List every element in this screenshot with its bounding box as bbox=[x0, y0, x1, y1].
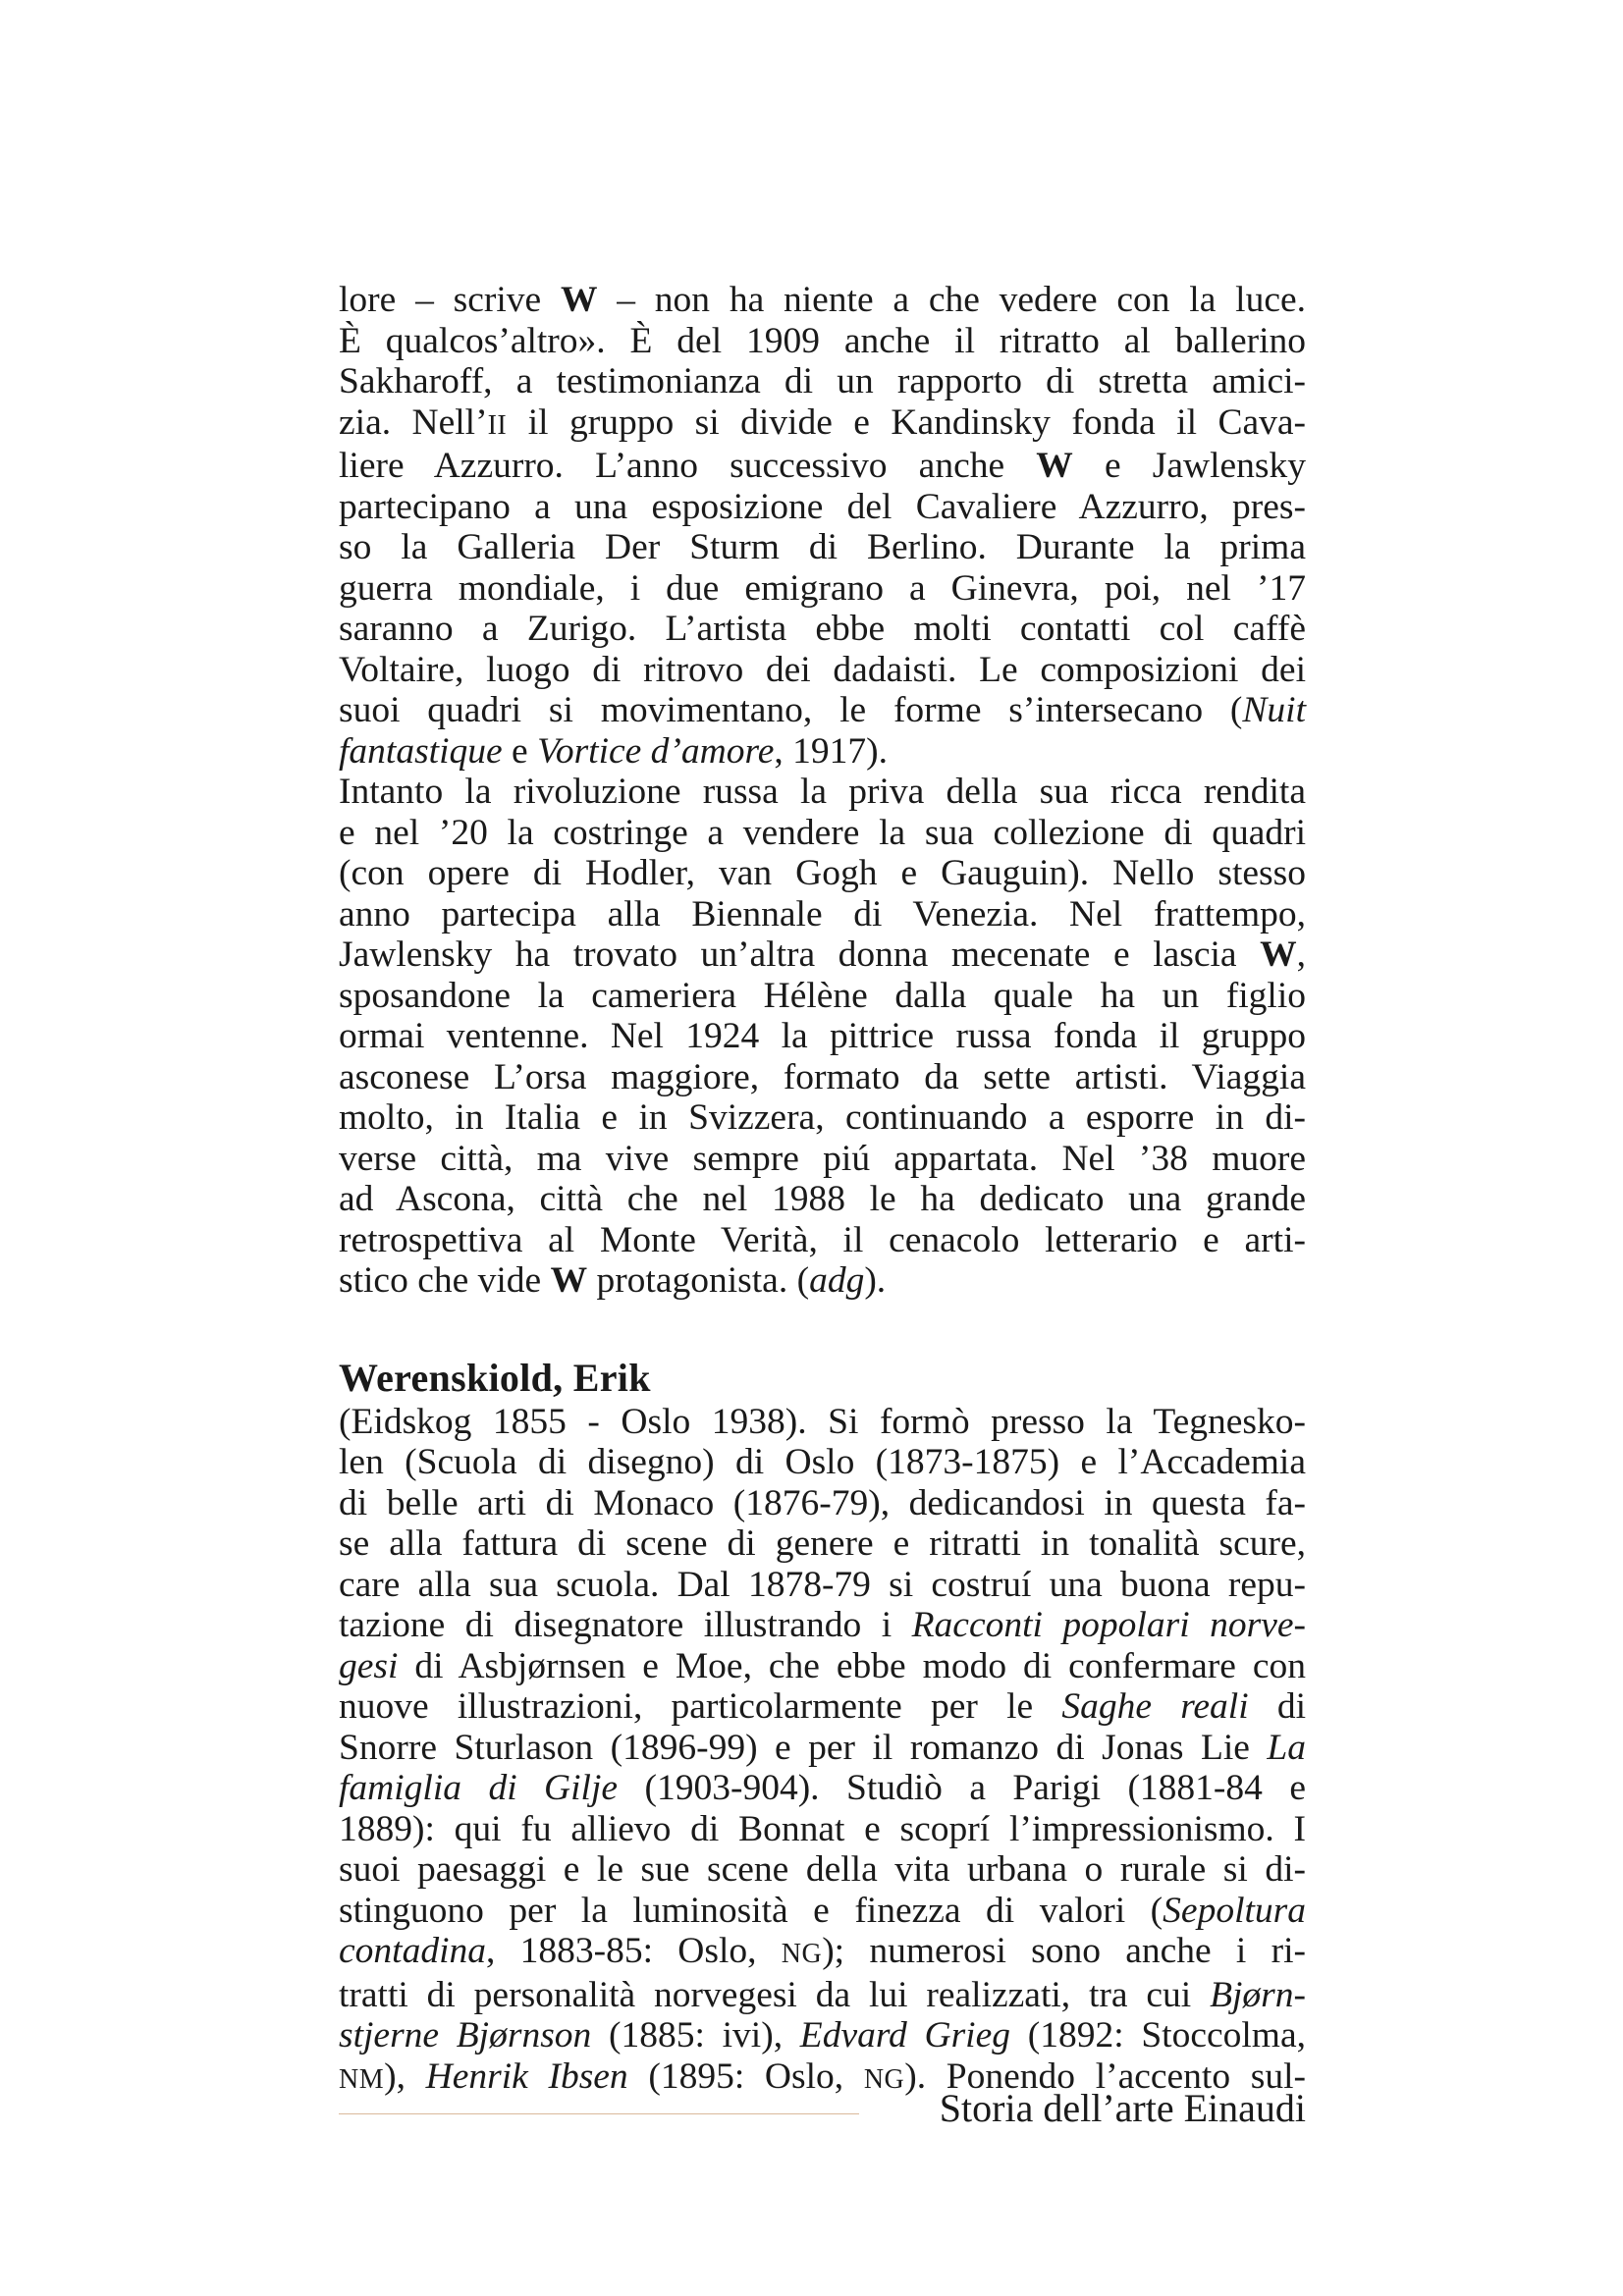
text-run: zia. Nell’ bbox=[339, 401, 488, 443]
text-run: liere Azzurro. L’anno successivo anche bbox=[339, 446, 1037, 486]
text-run: partecipano a una esposizione del Cavaliere Azzurro, pres- bbox=[339, 486, 1306, 527]
continued-entry-line bbox=[339, 934, 1306, 976]
text-run: 1889): qui fu allievo di Bonnat e scoprí l’impressionismo. I bbox=[339, 1808, 1306, 1849]
text-run: protagonista. ( bbox=[587, 1260, 810, 1301]
text-run: suoi paesaggi e le sue scene della vita urbana o rurale si di- bbox=[339, 1849, 1306, 1890]
italic-title: adg bbox=[809, 1260, 865, 1301]
text-run: anno partecipa alla Biennale di Venezia. Nel frattempo, bbox=[339, 893, 1306, 934]
continued-entry-line bbox=[339, 1057, 1306, 1098]
text-run: (1885: ivi), bbox=[591, 2015, 800, 2056]
entry-body-line bbox=[339, 1523, 1306, 1565]
text-run: (1895: Oslo, bbox=[627, 2056, 864, 2097]
continued-entry-line bbox=[339, 568, 1306, 610]
text-run: ); numerosi sono anche i ri- bbox=[822, 1931, 1306, 1971]
continued-entry-line bbox=[339, 527, 1306, 568]
text-run: di belle arti di Monaco (1876-79), dedicandosi in questa fa- bbox=[339, 1482, 1306, 1523]
entry-body-line bbox=[339, 1931, 1306, 1975]
text-run: ad Ascona, città che nel 1988 le ha dedicato una grande bbox=[339, 1179, 1306, 1219]
continued-entry-line bbox=[339, 1016, 1306, 1057]
continued-entry-line bbox=[339, 446, 1306, 487]
entry-body-line bbox=[339, 1686, 1306, 1728]
italic-title: fantastique bbox=[339, 730, 503, 772]
continued-entry-line bbox=[339, 1179, 1306, 1220]
entry-body-line bbox=[339, 1809, 1306, 1850]
text-run: suoi quadri si movimentano, le forme s’intersecano ( bbox=[339, 690, 1243, 730]
bold-abbreviation: W bbox=[550, 1260, 588, 1301]
text-run: ). Ponendo l’accento sul- bbox=[904, 2056, 1307, 2097]
bold-abbreviation: W bbox=[1260, 934, 1297, 975]
text-run: e Jawlensky bbox=[1072, 446, 1306, 486]
continued-entry-line bbox=[339, 976, 1306, 1017]
continued-entry-text bbox=[339, 280, 1306, 1302]
continued-entry-line bbox=[339, 280, 1306, 321]
text-run: (1892: Stoccolma, bbox=[1010, 2015, 1307, 2056]
small-caps-abbreviation: II bbox=[487, 409, 508, 441]
text-run: Snorre Sturlason (1896-99) e per il romanzo di Jonas Lie bbox=[339, 1727, 1268, 1768]
page-footer bbox=[339, 2081, 1306, 2140]
text-run: (con opere di Hodler, van Gogh e Gauguin). Nello stesso bbox=[339, 853, 1306, 893]
text-run: il gruppo si divide e Kandinsky fonda il Cava- bbox=[507, 401, 1306, 443]
text-run: asconese L’orsa maggiore, formato da sette artisti. Viaggia bbox=[339, 1056, 1306, 1097]
text-run: sposandone la cameriera Hélène dalla quale ha un figlio bbox=[339, 975, 1306, 1016]
small-caps-abbreviation: NM bbox=[339, 2063, 385, 2095]
continued-entry-line bbox=[339, 1260, 1306, 1302]
italic-title: famiglia di Gilje bbox=[339, 1768, 619, 1808]
continued-entry-line bbox=[339, 609, 1306, 650]
text-run: stinguono per la luminosità e finezza di valori ( bbox=[339, 1890, 1163, 1931]
text-run: di bbox=[1248, 1686, 1307, 1727]
italic-title: Henrik Ibsen bbox=[425, 2056, 628, 2097]
text-run: lore – scrive bbox=[339, 280, 561, 320]
text-run: so la Galleria Der Sturm di Berlino. Durante la prima bbox=[339, 527, 1306, 567]
entry-body-line bbox=[339, 1483, 1306, 1524]
small-caps-abbreviation: NG bbox=[863, 2063, 905, 2095]
footer-publication-title: Storia dell’arte Einaudi bbox=[939, 2086, 1306, 2130]
continued-entry-line bbox=[339, 402, 1306, 447]
entry-body-line bbox=[339, 1442, 1306, 1483]
entry-title: Werenskiold, Erik bbox=[339, 1355, 651, 1400]
text-run: care alla sua scuola. Dal 1878-79 si costruí una buona repu- bbox=[339, 1564, 1306, 1605]
text-run: , 1883-85: Oslo, bbox=[485, 1931, 782, 1971]
text-run: Sakharoff, a testimonianza di un rapporto di stretta amici- bbox=[339, 361, 1306, 401]
entry-body-line bbox=[339, 1565, 1306, 1606]
continued-entry-line bbox=[339, 1220, 1306, 1261]
italic-title: Bjørn- bbox=[1210, 1974, 1306, 2015]
text-run: nuove illustrazioni, particolarmente per le bbox=[339, 1686, 1062, 1727]
entry-body-line bbox=[339, 1849, 1306, 1891]
italic-title: stjerne Bjørnson bbox=[339, 2015, 592, 2056]
continued-entry-line bbox=[339, 853, 1306, 894]
continued-entry-line bbox=[339, 731, 1306, 773]
text-run: verse città, ma vive sempre piú appartata. Nel ’38 muore bbox=[339, 1138, 1306, 1179]
text-run: Intanto la rivoluzione russa la priva della sua ricca rendita bbox=[339, 772, 1306, 812]
text-run: Jawlensky ha trovato un’altra donna mecenate e lascia bbox=[339, 934, 1261, 975]
bold-abbreviation: W bbox=[1036, 446, 1073, 486]
italic-title: Edvard Grieg bbox=[799, 2015, 1010, 2056]
entry-body-line bbox=[339, 1402, 1306, 1443]
italic-title: Nuit bbox=[1242, 690, 1306, 730]
text-run: ). bbox=[864, 1260, 887, 1301]
text-run: guerra mondiale, i due emigrano a Ginevra, poi, nel ’17 bbox=[339, 567, 1306, 609]
text-run: e bbox=[502, 730, 538, 772]
entry-body-line bbox=[339, 1728, 1306, 1769]
text-run: saranno a Zurigo. L’artista ebbe molti contatti col caffè bbox=[339, 609, 1306, 649]
italic-title: contadina bbox=[339, 1931, 486, 1971]
continued-entry-line bbox=[339, 690, 1306, 731]
text-run: len (Scuola di disegno) di Oslo (1873-1875) e l’Accademia bbox=[339, 1442, 1306, 1482]
text-run: È qualcos’altro». È del 1909 anche il ritratto al ballerino bbox=[339, 320, 1306, 361]
italic-title: Vortice d’amore bbox=[537, 730, 775, 772]
text-run: molto, in Italia e in Svizzera, continuando a esporre in di- bbox=[339, 1097, 1306, 1138]
text-run: ), bbox=[384, 2056, 426, 2097]
text-run: se alla fattura di scene di genere e ritratti in tonalità scure, bbox=[339, 1523, 1306, 1564]
entry-body-text bbox=[339, 1402, 1306, 2101]
italic-title: gesi bbox=[339, 1645, 399, 1686]
italic-title: Sepoltura bbox=[1163, 1890, 1306, 1931]
text-run: – non ha niente a che vedere con la luce. bbox=[597, 280, 1306, 320]
continued-entry-line bbox=[339, 1139, 1306, 1180]
continued-entry-line bbox=[339, 894, 1306, 935]
page-body bbox=[339, 280, 1306, 2100]
continued-entry-line bbox=[339, 321, 1306, 362]
bold-abbreviation: W bbox=[560, 280, 598, 320]
entry-body-line bbox=[339, 1768, 1306, 1809]
text-run: di Asbjørnsen e Moe, che ebbe modo di confermare con bbox=[398, 1645, 1306, 1686]
entry-body-line bbox=[339, 1891, 1306, 1932]
continued-entry-line bbox=[339, 813, 1306, 854]
text-run: , bbox=[1296, 934, 1306, 975]
text-run: Voltaire, luogo di ritrovo dei dadaisti. Le composizioni dei bbox=[339, 649, 1306, 690]
text-run: retrospettiva al Monte Verità, il cenacolo letterario e arti- bbox=[339, 1219, 1306, 1260]
continued-entry-line bbox=[339, 487, 1306, 528]
entry-body-line bbox=[339, 1646, 1306, 1687]
continued-entry-line bbox=[339, 361, 1306, 402]
text-run: tazione di disegnatore illustrando i bbox=[339, 1605, 912, 1645]
italic-title: Racconti popolari norve- bbox=[911, 1605, 1306, 1645]
small-caps-abbreviation: NG bbox=[781, 1939, 823, 1969]
continued-entry-line bbox=[339, 1097, 1306, 1139]
text-run: (1903-904). Studiò a Parigi (1881-84 e bbox=[618, 1768, 1306, 1808]
entry-body-line bbox=[339, 2015, 1306, 2056]
continued-entry-line bbox=[339, 650, 1306, 691]
continued-entry-line bbox=[339, 772, 1306, 813]
entry-body-line bbox=[339, 1605, 1306, 1646]
text-run: ormai ventenne. Nel 1924 la pittrice russa fonda il gruppo bbox=[339, 1016, 1306, 1056]
text-run: stico che vide bbox=[339, 1260, 551, 1301]
italic-title: Saghe reali bbox=[1061, 1686, 1249, 1727]
text-run: (Eidskog 1855 - Oslo 1938). Si formò presso la Tegnesko- bbox=[339, 1401, 1306, 1442]
italic-title: La bbox=[1267, 1727, 1306, 1768]
text-run: , 1917). bbox=[774, 730, 888, 772]
entry-body-line bbox=[339, 1975, 1306, 2016]
text-run: e nel ’20 la costringe a vendere la sua collezione di quadri bbox=[339, 812, 1306, 853]
footer-rule bbox=[339, 2113, 859, 2114]
text-run: tratti di personalità norvegesi da lui realizzati, tra cui bbox=[339, 1974, 1211, 2015]
